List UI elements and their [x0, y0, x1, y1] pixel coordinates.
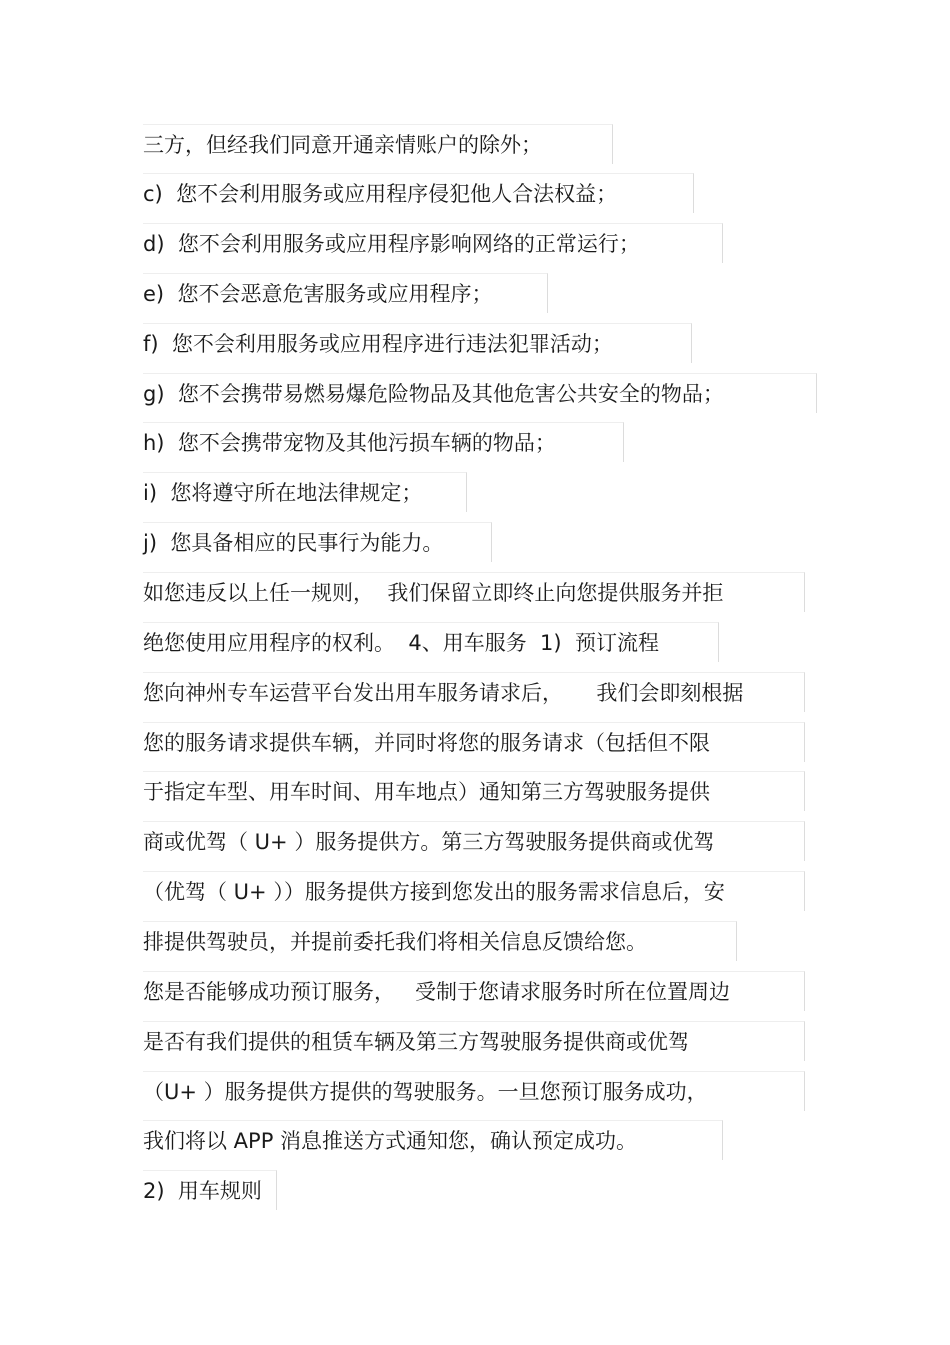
- text-line: 我们将以 APP 消息推送方式通知您，确认预定成功。: [143, 1120, 723, 1160]
- text-line: 商或优驾（ U+ ）服务提供方。第三方驾驶服务提供商或优驾: [143, 821, 805, 861]
- text-line: c) 您不会利用服务或应用程序侵犯他人合法权益；: [143, 173, 694, 213]
- text-line: 绝您使用应用程序的权利。 4、用车服务 1) 预订流程: [143, 622, 719, 662]
- text-line: 排提供驾驶员，并提前委托我们将相关信息反馈给您。: [143, 921, 737, 961]
- text-line: 2) 用车规则: [143, 1170, 277, 1210]
- text-line: 您向神州专车运营平台发出用车服务请求后， 我们会即刻根据: [143, 672, 805, 712]
- text-line: 是否有我们提供的租赁车辆及第三方驾驶服务提供商或优驾: [143, 1021, 805, 1061]
- text-line: 您的服务请求提供车辆，并同时将您的服务请求（包括但不限: [143, 722, 805, 762]
- text-line: （优驾（ U+ ））服务提供方接到您发出的服务需求信息后，安: [143, 871, 805, 911]
- text-line: 于指定车型、用车时间、用车地点）通知第三方驾驶服务提供: [143, 771, 805, 811]
- text-line: f) 您不会利用服务或应用程序进行违法犯罪活动；: [143, 323, 692, 363]
- text-line: 三方，但经我们同意开通亲情账户的除外；: [143, 124, 613, 164]
- text-line: e) 您不会恶意危害服务或应用程序；: [143, 273, 548, 313]
- text-line: d) 您不会利用服务或应用程序影响网络的正常运行；: [143, 223, 723, 263]
- text-line: i) 您将遵守所在地法律规定；: [143, 472, 467, 512]
- text-line: 如您违反以上任一规则， 我们保留立即终止向您提供服务并拒: [143, 572, 805, 612]
- text-line: h) 您不会携带宠物及其他污损车辆的物品；: [143, 422, 624, 462]
- text-line: g) 您不会携带易燃易爆危险物品及其他危害公共安全的物品；: [143, 373, 817, 413]
- text-line: （U+ ）服务提供方提供的驾驶服务。一旦您预订服务成功，: [143, 1071, 805, 1111]
- text-line: j) 您具备相应的民事行为能力。: [143, 522, 492, 562]
- text-line: 您是否能够成功预订服务， 受制于您请求服务时所在位置周边: [143, 971, 805, 1011]
